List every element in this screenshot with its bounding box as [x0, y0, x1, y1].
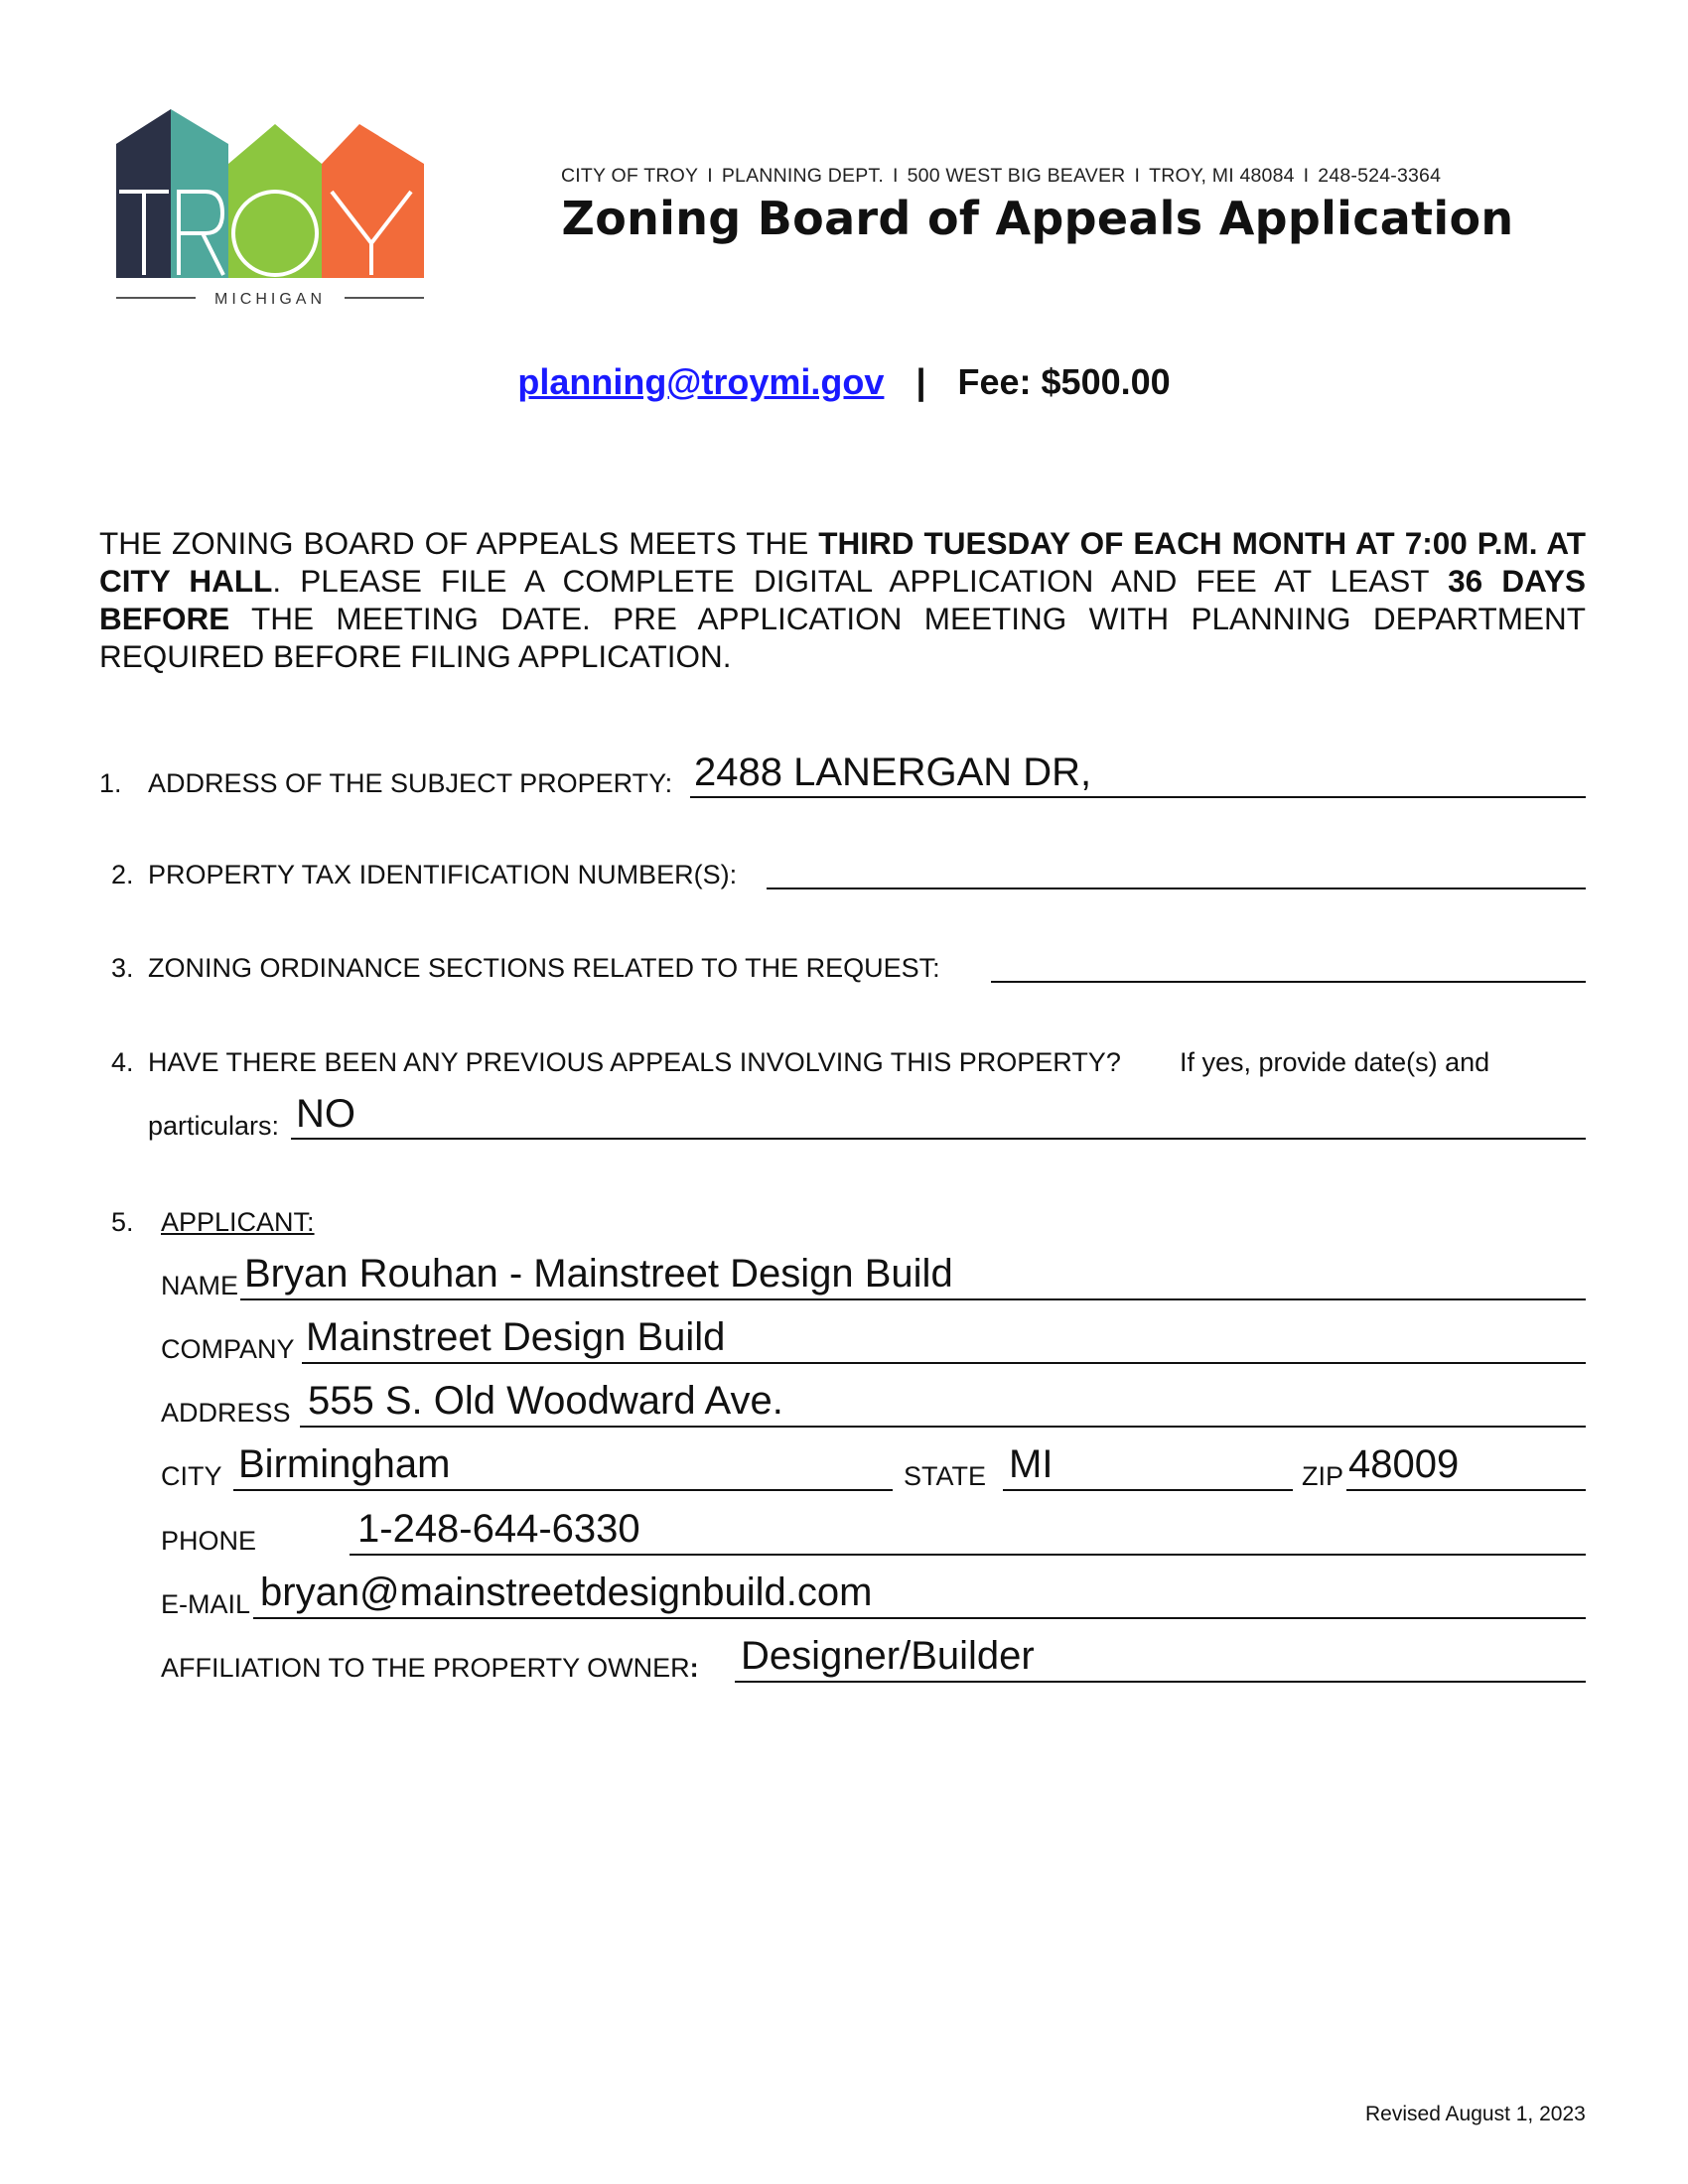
fee-text: Fee: $500.00 [957, 361, 1171, 402]
meeting-notice [99, 524, 1586, 675]
city-value: Birmingham [238, 1442, 451, 1486]
agency-city: CITY OF TROY [561, 165, 699, 187]
company-field[interactable] [302, 1316, 1586, 1364]
q3-label: ZONING ORDINANCE SECTIONS RELATED TO THE REQUEST: [148, 953, 940, 983]
q4-label: HAVE THERE BEEN ANY PREVIOUS APPEALS INVOLVING THIS PROPERTY? [148, 1047, 1121, 1077]
q1-address-value: 2488 LANERGAN DR, [694, 751, 1092, 794]
state-value: MI [1009, 1442, 1054, 1486]
agency-dept: PLANNING DEPT. [721, 165, 884, 187]
q5-number: 5. [111, 1207, 134, 1237]
agency-phone: 248-524-3364 [1318, 165, 1442, 187]
city-label: CITY [161, 1461, 222, 1491]
pipe-divider: | [915, 361, 926, 402]
address-field[interactable] [300, 1380, 1586, 1428]
agency-city-state: TROY, MI 48084 [1149, 165, 1295, 187]
notice-text: . PLEASE FILE A COMPLETE DIGITAL APPLICATION AND FEE AT LEAST [272, 563, 1449, 599]
affiliation-field[interactable] [735, 1635, 1586, 1683]
address-label: ADDRESS [161, 1398, 291, 1428]
separator: I [707, 165, 713, 187]
q4-hint: If yes, provide date(s) and [1180, 1047, 1490, 1077]
q2-tax-id-field[interactable] [767, 842, 1586, 889]
q2-number: 2. [111, 860, 134, 889]
applicant-email-field[interactable] [253, 1571, 1586, 1619]
troy-logo [111, 104, 429, 308]
notice-text: THE MEETING DATE. PRE APPLICATION MEETING WITH PLANNING DEPARTMENT REQUIRED BEFORE FILING APPLICATION. [99, 601, 1586, 674]
email-label: E-MAIL [161, 1589, 251, 1619]
affiliation-label-text: AFFILIATION TO THE PROPERTY OWNER [161, 1653, 690, 1683]
affiliation-colon: : [689, 1653, 699, 1683]
q1-address-field[interactable] [690, 751, 1586, 798]
address-value: 555 S. Old Woodward Ave. [308, 1379, 783, 1423]
contact-line [0, 361, 1688, 403]
separator: I [1303, 165, 1310, 187]
q4-particulars-value: NO [296, 1092, 355, 1136]
phone-field[interactable] [350, 1508, 1586, 1556]
applicant-email-value: bryan@mainstreetdesignbuild.com [260, 1570, 873, 1614]
q3-number: 3. [111, 953, 134, 983]
zip-field[interactable] [1346, 1443, 1586, 1491]
revised-date: Revised August 1, 2023 [1365, 2103, 1586, 2125]
name-value: Bryan Rouhan - Mainstreet Design Build [244, 1252, 953, 1296]
q4-particulars-label: particulars: [148, 1111, 280, 1141]
q3-ordinance-field[interactable] [991, 935, 1586, 983]
q1-label: ADDRESS OF THE SUBJECT PROPERTY: [148, 768, 673, 798]
agency-line [561, 165, 1514, 188]
state-label: STATE [904, 1461, 987, 1491]
phone-label: PHONE [161, 1526, 257, 1556]
logo-subtext: MICHIGAN [214, 291, 326, 308]
company-value: Mainstreet Design Build [306, 1315, 726, 1359]
separator: I [893, 165, 899, 187]
email-link[interactable]: planning@troymi.gov [517, 361, 885, 402]
q1-number: 1. [99, 768, 122, 798]
q2-label: PROPERTY TAX IDENTIFICATION NUMBER(S): [148, 860, 738, 889]
zip-label: ZIP [1302, 1461, 1344, 1491]
name-field[interactable] [240, 1253, 1586, 1300]
q4-particulars-field[interactable] [291, 1092, 1586, 1140]
affiliation-label [161, 1653, 699, 1684]
separator: I [1134, 165, 1141, 187]
zip-value: 48009 [1348, 1442, 1460, 1486]
agency-street: 500 WEST BIG BEAVER [907, 165, 1126, 187]
notice-bold-days: 36 DAYS BEFORE [99, 563, 1587, 636]
phone-value: 1-248-644-6330 [357, 1507, 640, 1551]
q4-number: 4. [111, 1047, 134, 1077]
notice-bold-meeting: THIRD TUESDAY OF EACH MONTH AT 7:00 P.M. AT CITY HALL [99, 525, 1586, 599]
affiliation-value: Designer/Builder [741, 1634, 1035, 1678]
notice-text: THE ZONING BOARD OF APPEALS MEETS THE [99, 525, 819, 561]
form-title: Zoning Board of Appeals Application [561, 192, 1514, 245]
city-field[interactable] [233, 1443, 893, 1491]
state-field[interactable] [1003, 1443, 1293, 1491]
q5-label: APPLICANT: [161, 1207, 315, 1237]
company-label: COMPANY [161, 1334, 295, 1364]
name-label: NAME [161, 1271, 239, 1300]
